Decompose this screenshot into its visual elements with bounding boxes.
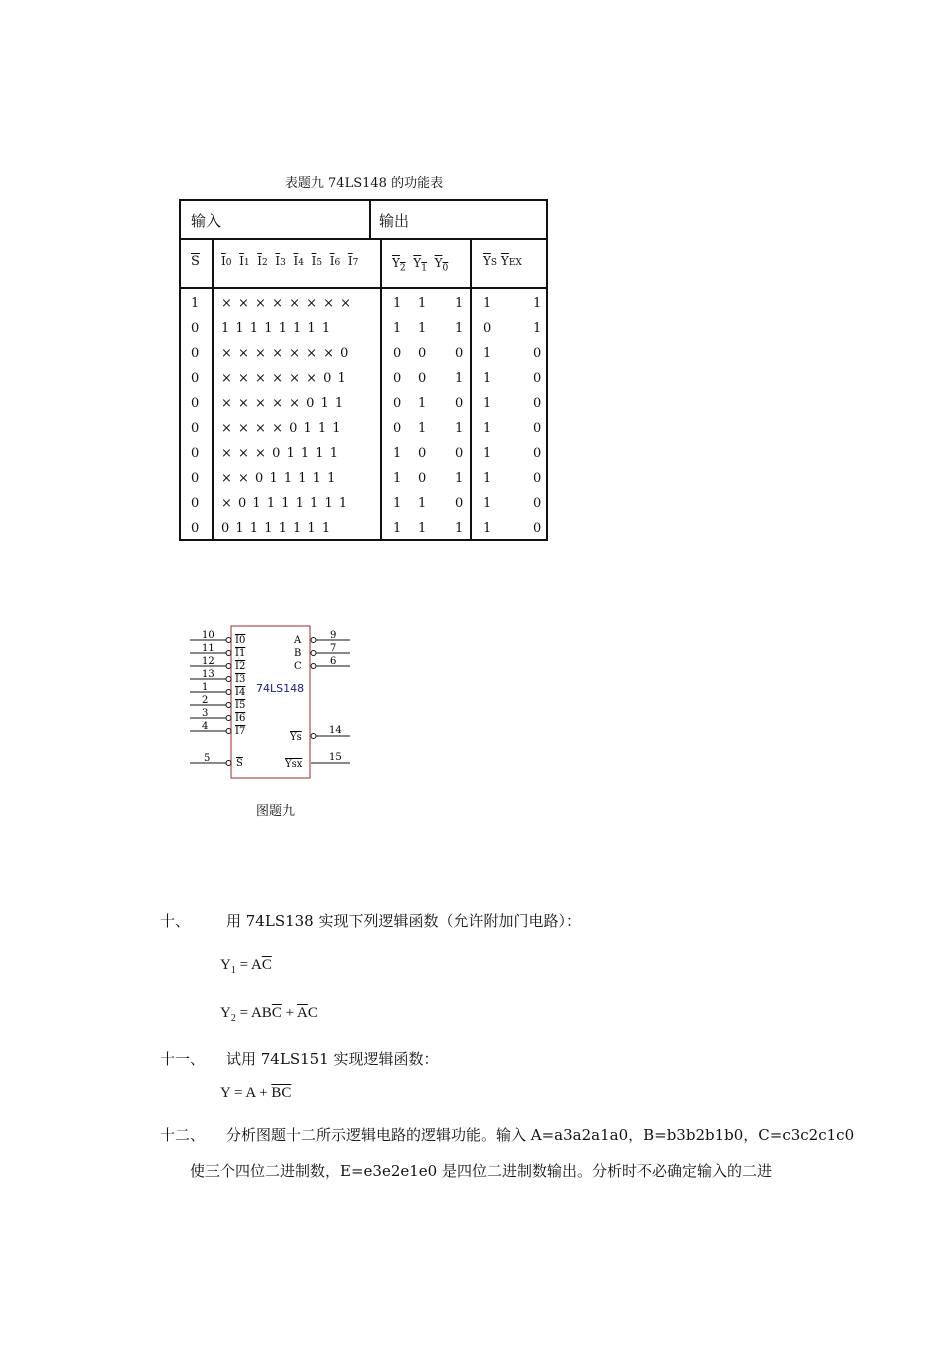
y-bar-labels xyxy=(392,256,448,273)
problem-11-number: 十一、 xyxy=(160,1050,206,1068)
pin-label: I6 xyxy=(235,713,246,724)
cell-y2: 1 xyxy=(393,321,402,336)
cell-i: 1 1 1 1 1 1 1 1 xyxy=(221,321,332,336)
table-caption: 表题九 74LS148 的功能表 xyxy=(284,176,444,191)
cell-y1: 1 xyxy=(418,296,427,311)
cell-y2: 0 xyxy=(393,346,402,361)
chip-74ls148-diagram xyxy=(190,624,360,786)
pin-label: I1 xyxy=(235,648,246,659)
cell-y2: 1 xyxy=(393,521,402,536)
problem-12-text-line2: 使三个四位二进制数，E=e3e2e1e0 是四位二进制数输出。分析时不必确定输入的二进 xyxy=(190,1162,772,1180)
cell-i: × × × 0 1 1 1 1 xyxy=(221,446,339,461)
cell-i: × × × × × × × 0 xyxy=(221,346,350,361)
pin-bubble-10 xyxy=(226,638,231,643)
cell-y1: 1 xyxy=(418,396,427,411)
cell-yex: 0 xyxy=(533,496,542,511)
pin-number: 2 xyxy=(202,695,209,706)
pin-bubble-12 xyxy=(226,664,231,669)
pin-number: 1 xyxy=(202,682,209,693)
cell-yex: 1 xyxy=(533,321,542,336)
cell-yex: 0 xyxy=(533,521,542,536)
ys-bar: $\overline{Y}S$ xyxy=(483,254,498,268)
cell-yex: 0 xyxy=(533,371,542,386)
cell-s: 0 xyxy=(191,446,200,461)
cell-y2: 1 xyxy=(393,296,402,311)
divider-y xyxy=(470,238,472,539)
cell-yex: 0 xyxy=(533,471,542,486)
cell-s: 0 xyxy=(191,496,200,511)
cell-y2: 1 xyxy=(393,496,402,511)
chip-name: 74LS148 xyxy=(256,682,305,695)
cell-y2: 0 xyxy=(393,421,402,436)
cell-y0: 1 xyxy=(455,421,464,436)
pin-label: C xyxy=(294,661,302,672)
cell-s: 0 xyxy=(191,471,200,486)
pin-number: 7 xyxy=(330,643,337,654)
cell-ys: 1 xyxy=(483,421,492,436)
i-bar-i6: $\overline{I}6$ xyxy=(329,254,341,268)
cell-i: × 0 1 1 1 1 1 1 1 xyxy=(221,496,349,511)
cell-y0: 1 xyxy=(455,521,464,536)
y-bar-y2: $Y_2$ xyxy=(392,256,406,274)
pin-number: 6 xyxy=(330,656,337,667)
cell-y0: 1 xyxy=(455,296,464,311)
pin-label: I5 xyxy=(235,700,246,711)
cell-y2: 1 xyxy=(393,446,402,461)
cell-i: × × × × × × 0 1 xyxy=(221,371,347,386)
pin-bubble-9 xyxy=(311,638,316,643)
pin-label: S xyxy=(236,758,243,769)
pin-number: 3 xyxy=(202,708,209,719)
cell-s: 0 xyxy=(191,321,200,336)
pin-number: 4 xyxy=(202,721,209,732)
pin-bubble-11 xyxy=(226,651,231,656)
cell-y0: 1 xyxy=(455,471,464,486)
cell-s: 0 xyxy=(191,396,200,411)
cell-ys: 1 xyxy=(483,396,492,411)
divider-header xyxy=(181,238,546,240)
pin-number: 11 xyxy=(202,643,215,654)
pin-label: A xyxy=(294,635,302,646)
i-bar-i2: $\overline{I}2$ xyxy=(257,254,268,268)
pin-label: I3 xyxy=(235,674,246,685)
cell-y2: 0 xyxy=(393,371,402,386)
cell-i: × × × × × × × × xyxy=(221,296,353,311)
pin-bubble-4 xyxy=(226,729,231,734)
cell-i: × × × × 0 1 1 1 xyxy=(221,421,342,436)
problem-10-number: 十、 xyxy=(160,912,191,930)
pin-number: 12 xyxy=(202,656,215,667)
pin-bubble-7 xyxy=(311,651,316,656)
i-bar-i3: $\overline{I}3$ xyxy=(275,254,286,268)
pin-label: I4 xyxy=(235,687,246,698)
i-bar-labels xyxy=(221,254,358,268)
cell-y0: 0 xyxy=(455,346,464,361)
problem-11-text: 试用 74LS151 实现逻辑函数： xyxy=(226,1050,439,1068)
pin-bubble-6 xyxy=(311,664,316,669)
pin-label: I0 xyxy=(235,635,246,646)
i-bar-i7: $\overline{I}7$ xyxy=(347,254,359,268)
equation-y1: $Y_1 = A\overline{C}$ xyxy=(220,957,272,976)
cell-ys: 1 xyxy=(483,446,492,461)
i-bar-i5: $\overline{I}5$ xyxy=(311,254,323,268)
cell-y2: 0 xyxy=(393,396,402,411)
cell-y1: 0 xyxy=(418,346,427,361)
cell-i: 0 1 1 1 1 1 1 1 xyxy=(221,521,332,536)
cell-i: × × 0 1 1 1 1 1 xyxy=(221,471,337,486)
cell-y1: 0 xyxy=(418,371,427,386)
cell-s: 1 xyxy=(191,296,200,311)
cell-y0: 0 xyxy=(455,396,464,411)
cell-yex: 0 xyxy=(533,346,542,361)
cell-s: 0 xyxy=(191,371,200,386)
pin-label: I2 xyxy=(235,661,246,672)
cell-y1: 1 xyxy=(418,496,427,511)
cell-y0: 0 xyxy=(455,496,464,511)
divider-input-output-header xyxy=(369,201,371,238)
pin-label: Ys xyxy=(290,732,302,743)
cell-y2: 1 xyxy=(393,471,402,486)
cell-yex: 0 xyxy=(533,446,542,461)
problem-10-text: 用 74LS138 实现下列逻辑函数（允许附加门电路）： xyxy=(226,912,581,930)
cell-s: 0 xyxy=(191,346,200,361)
pin-bubble-1 xyxy=(226,690,231,695)
problem-12-text-line1: 分析图题十二所示逻辑电路的逻辑功能。输入 A=a3a2a1a0，B=b3b2b1b0，C=c3c2c1c0 xyxy=(226,1126,855,1144)
cell-y1: 0 xyxy=(418,471,427,486)
cell-s: 0 xyxy=(191,521,200,536)
cell-y1: 1 xyxy=(418,521,427,536)
cell-yex: 1 xyxy=(533,296,542,311)
y-bar-y0: $Y_0$ xyxy=(434,256,449,274)
cell-yex: 0 xyxy=(533,396,542,411)
cell-ys: 0 xyxy=(483,321,492,336)
cell-y0: 1 xyxy=(455,321,464,336)
cell-ys: 1 xyxy=(483,496,492,511)
cell-y0: 1 xyxy=(455,371,464,386)
i-bar-i0: $\overline{I}0$ xyxy=(221,254,232,268)
cell-ys: 1 xyxy=(483,371,492,386)
cell-ys: 1 xyxy=(483,521,492,536)
cell-yex: 0 xyxy=(533,421,542,436)
pin-number: 9 xyxy=(330,630,337,641)
cell-y1: 0 xyxy=(418,446,427,461)
cell-ys: 1 xyxy=(483,346,492,361)
i-bar-i1: $\overline{I}1$ xyxy=(239,254,250,268)
pin-bubble-3 xyxy=(226,716,231,721)
outputs-header: 输出 xyxy=(379,212,410,230)
pin-label: B xyxy=(294,648,302,659)
problem-12-number: 十二、 xyxy=(160,1126,206,1144)
pin-bubble-2 xyxy=(226,703,231,708)
equation-y: $Y = A + \overline{BC}$ xyxy=(220,1085,292,1101)
pin-bubble-13 xyxy=(226,677,231,682)
yex-bar: $\overline{Y}EX$ xyxy=(500,254,522,268)
s-bar-label: $\overline{S}$ xyxy=(191,254,200,269)
pin-number: 15 xyxy=(329,752,342,763)
function-table xyxy=(179,199,548,541)
i-bar-i4: $\overline{I}4$ xyxy=(293,254,304,268)
ys-yex-labels xyxy=(483,254,522,268)
cell-i: × × × × × 0 1 1 xyxy=(221,396,345,411)
pin-bubble-14 xyxy=(311,734,316,739)
pin-number: 13 xyxy=(202,669,215,680)
cell-y1: 1 xyxy=(418,421,427,436)
divider-s xyxy=(212,238,214,539)
figure-caption: 图题九 xyxy=(256,804,296,819)
cell-y0: 0 xyxy=(455,446,464,461)
equation-y2: $Y_2 = AB\overline{C} + \overline{A}C$ xyxy=(220,1005,318,1024)
cell-s: 0 xyxy=(191,421,200,436)
pin-number: 10 xyxy=(202,630,215,641)
pin-number: 14 xyxy=(329,725,342,736)
y-bar-y1: $Y_1$ xyxy=(413,256,427,274)
divider-i xyxy=(380,238,382,539)
inputs-header: 输入 xyxy=(191,212,222,230)
cell-ys: 1 xyxy=(483,471,492,486)
divider-subheader xyxy=(181,287,546,289)
cell-y1: 1 xyxy=(418,321,427,336)
pin-number: 5 xyxy=(204,753,211,764)
cell-ys: 1 xyxy=(483,296,492,311)
pin-label: I7 xyxy=(235,726,246,737)
pin-label: Ysx xyxy=(285,759,303,770)
pin-bubble-s xyxy=(226,761,231,766)
